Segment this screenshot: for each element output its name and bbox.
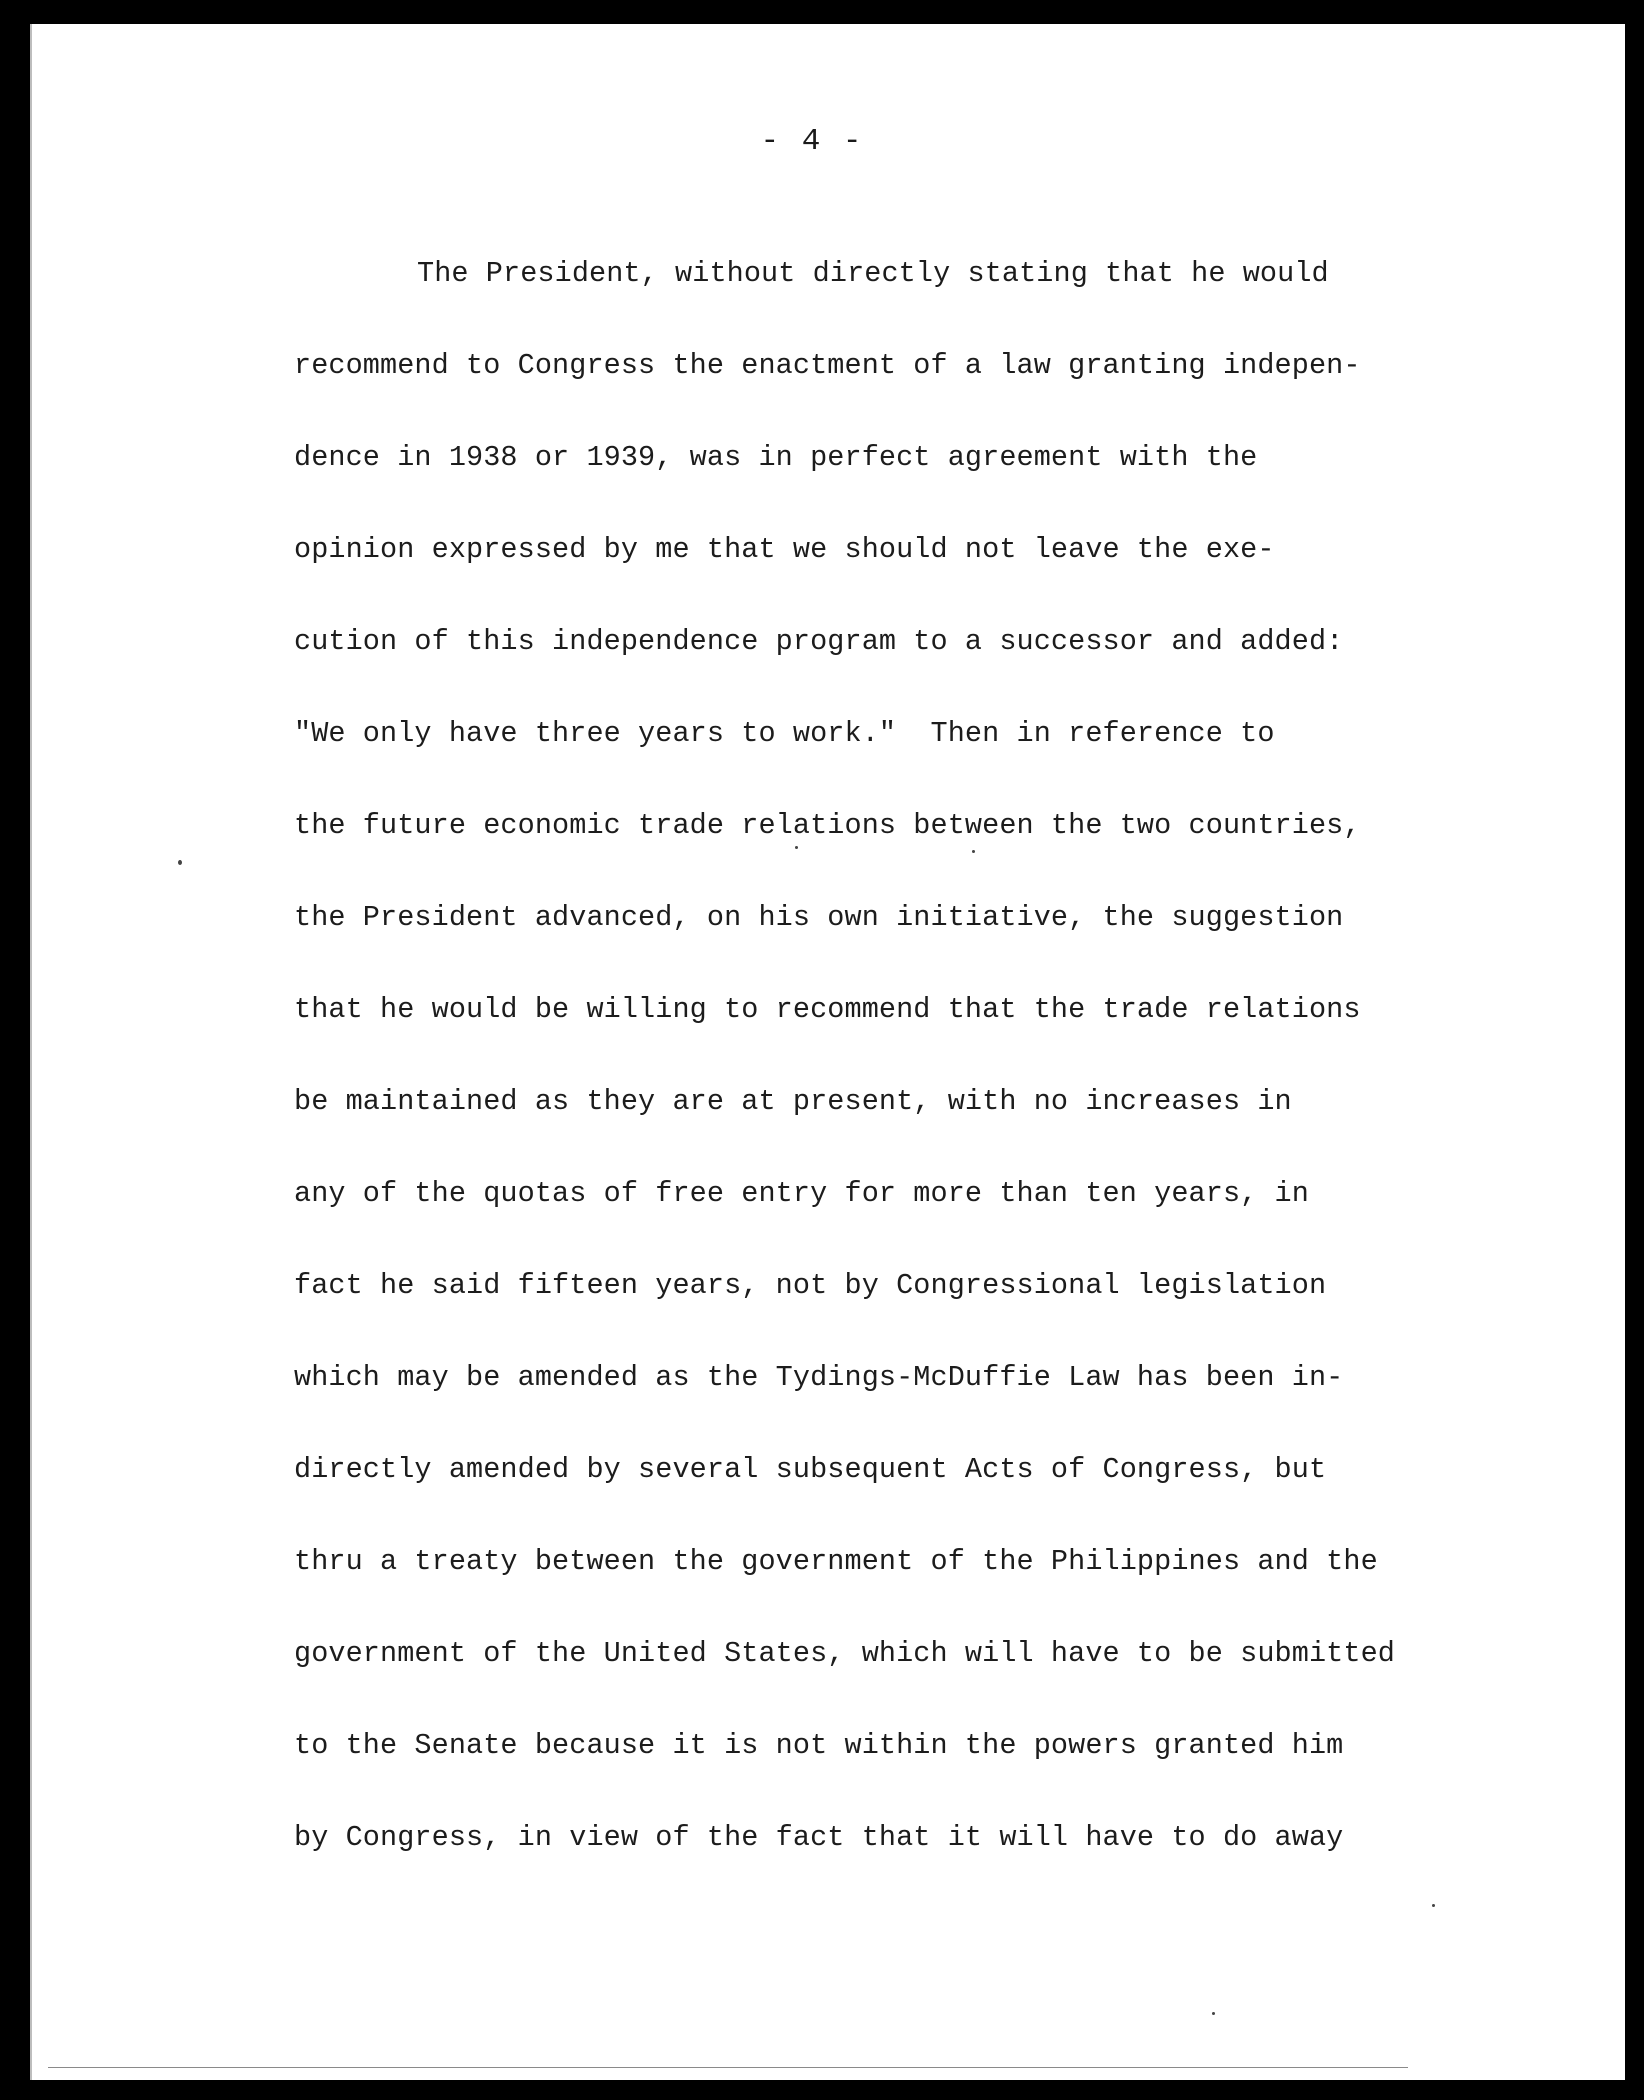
text-line: dence in 1938 or 1939, was in perfect agreement with the xyxy=(294,441,1258,474)
text-line: be maintained as they are at present, with no increases in xyxy=(294,1085,1292,1118)
scan-speck xyxy=(795,846,798,849)
scan-speck xyxy=(1432,1904,1435,1907)
text-line: cution of this independence program to a successor and added: xyxy=(294,625,1344,658)
document-page xyxy=(30,24,1625,2080)
text-line: that he would be willing to recommend that the trade relations xyxy=(294,993,1361,1026)
body-paragraph xyxy=(294,252,1624,1908)
scan-speck xyxy=(1212,2012,1215,2015)
scan-speck xyxy=(972,850,975,853)
text-line: recommend to Congress the enactment of a law granting indepen- xyxy=(294,349,1361,382)
page-bottom-rule xyxy=(48,2067,1408,2068)
page-number: - 4 - xyxy=(760,124,864,159)
text-line: fact he said fifteen years, not by Congressional legislation xyxy=(294,1269,1327,1302)
text-line: the President advanced, on his own initiative, the suggestion xyxy=(294,901,1344,934)
text-line: "We only have three years to work." Then in reference to xyxy=(294,717,1275,750)
text-line: which may be amended as the Tydings-McDuffie Law has been in- xyxy=(294,1361,1344,1394)
text-line: the future economic trade relations between the two countries, xyxy=(294,809,1361,842)
text-line: any of the quotas of free entry for more than ten years, in xyxy=(294,1177,1309,1210)
text-line: to the Senate because it is not within the powers granted him xyxy=(294,1729,1344,1762)
text-line: thru a treaty between the government of the Philippines and the xyxy=(294,1545,1378,1578)
text-line: opinion expressed by me that we should not leave the exe- xyxy=(294,533,1275,566)
text-line: by Congress, in view of the fact that it will have to do away xyxy=(294,1821,1344,1854)
scan-speck xyxy=(178,860,182,865)
text-line: The President, without directly stating that he would xyxy=(417,257,1329,290)
text-line: government of the United States, which will have to be submitted xyxy=(294,1637,1395,1670)
text-line: directly amended by several subsequent Acts of Congress, but xyxy=(294,1453,1327,1486)
